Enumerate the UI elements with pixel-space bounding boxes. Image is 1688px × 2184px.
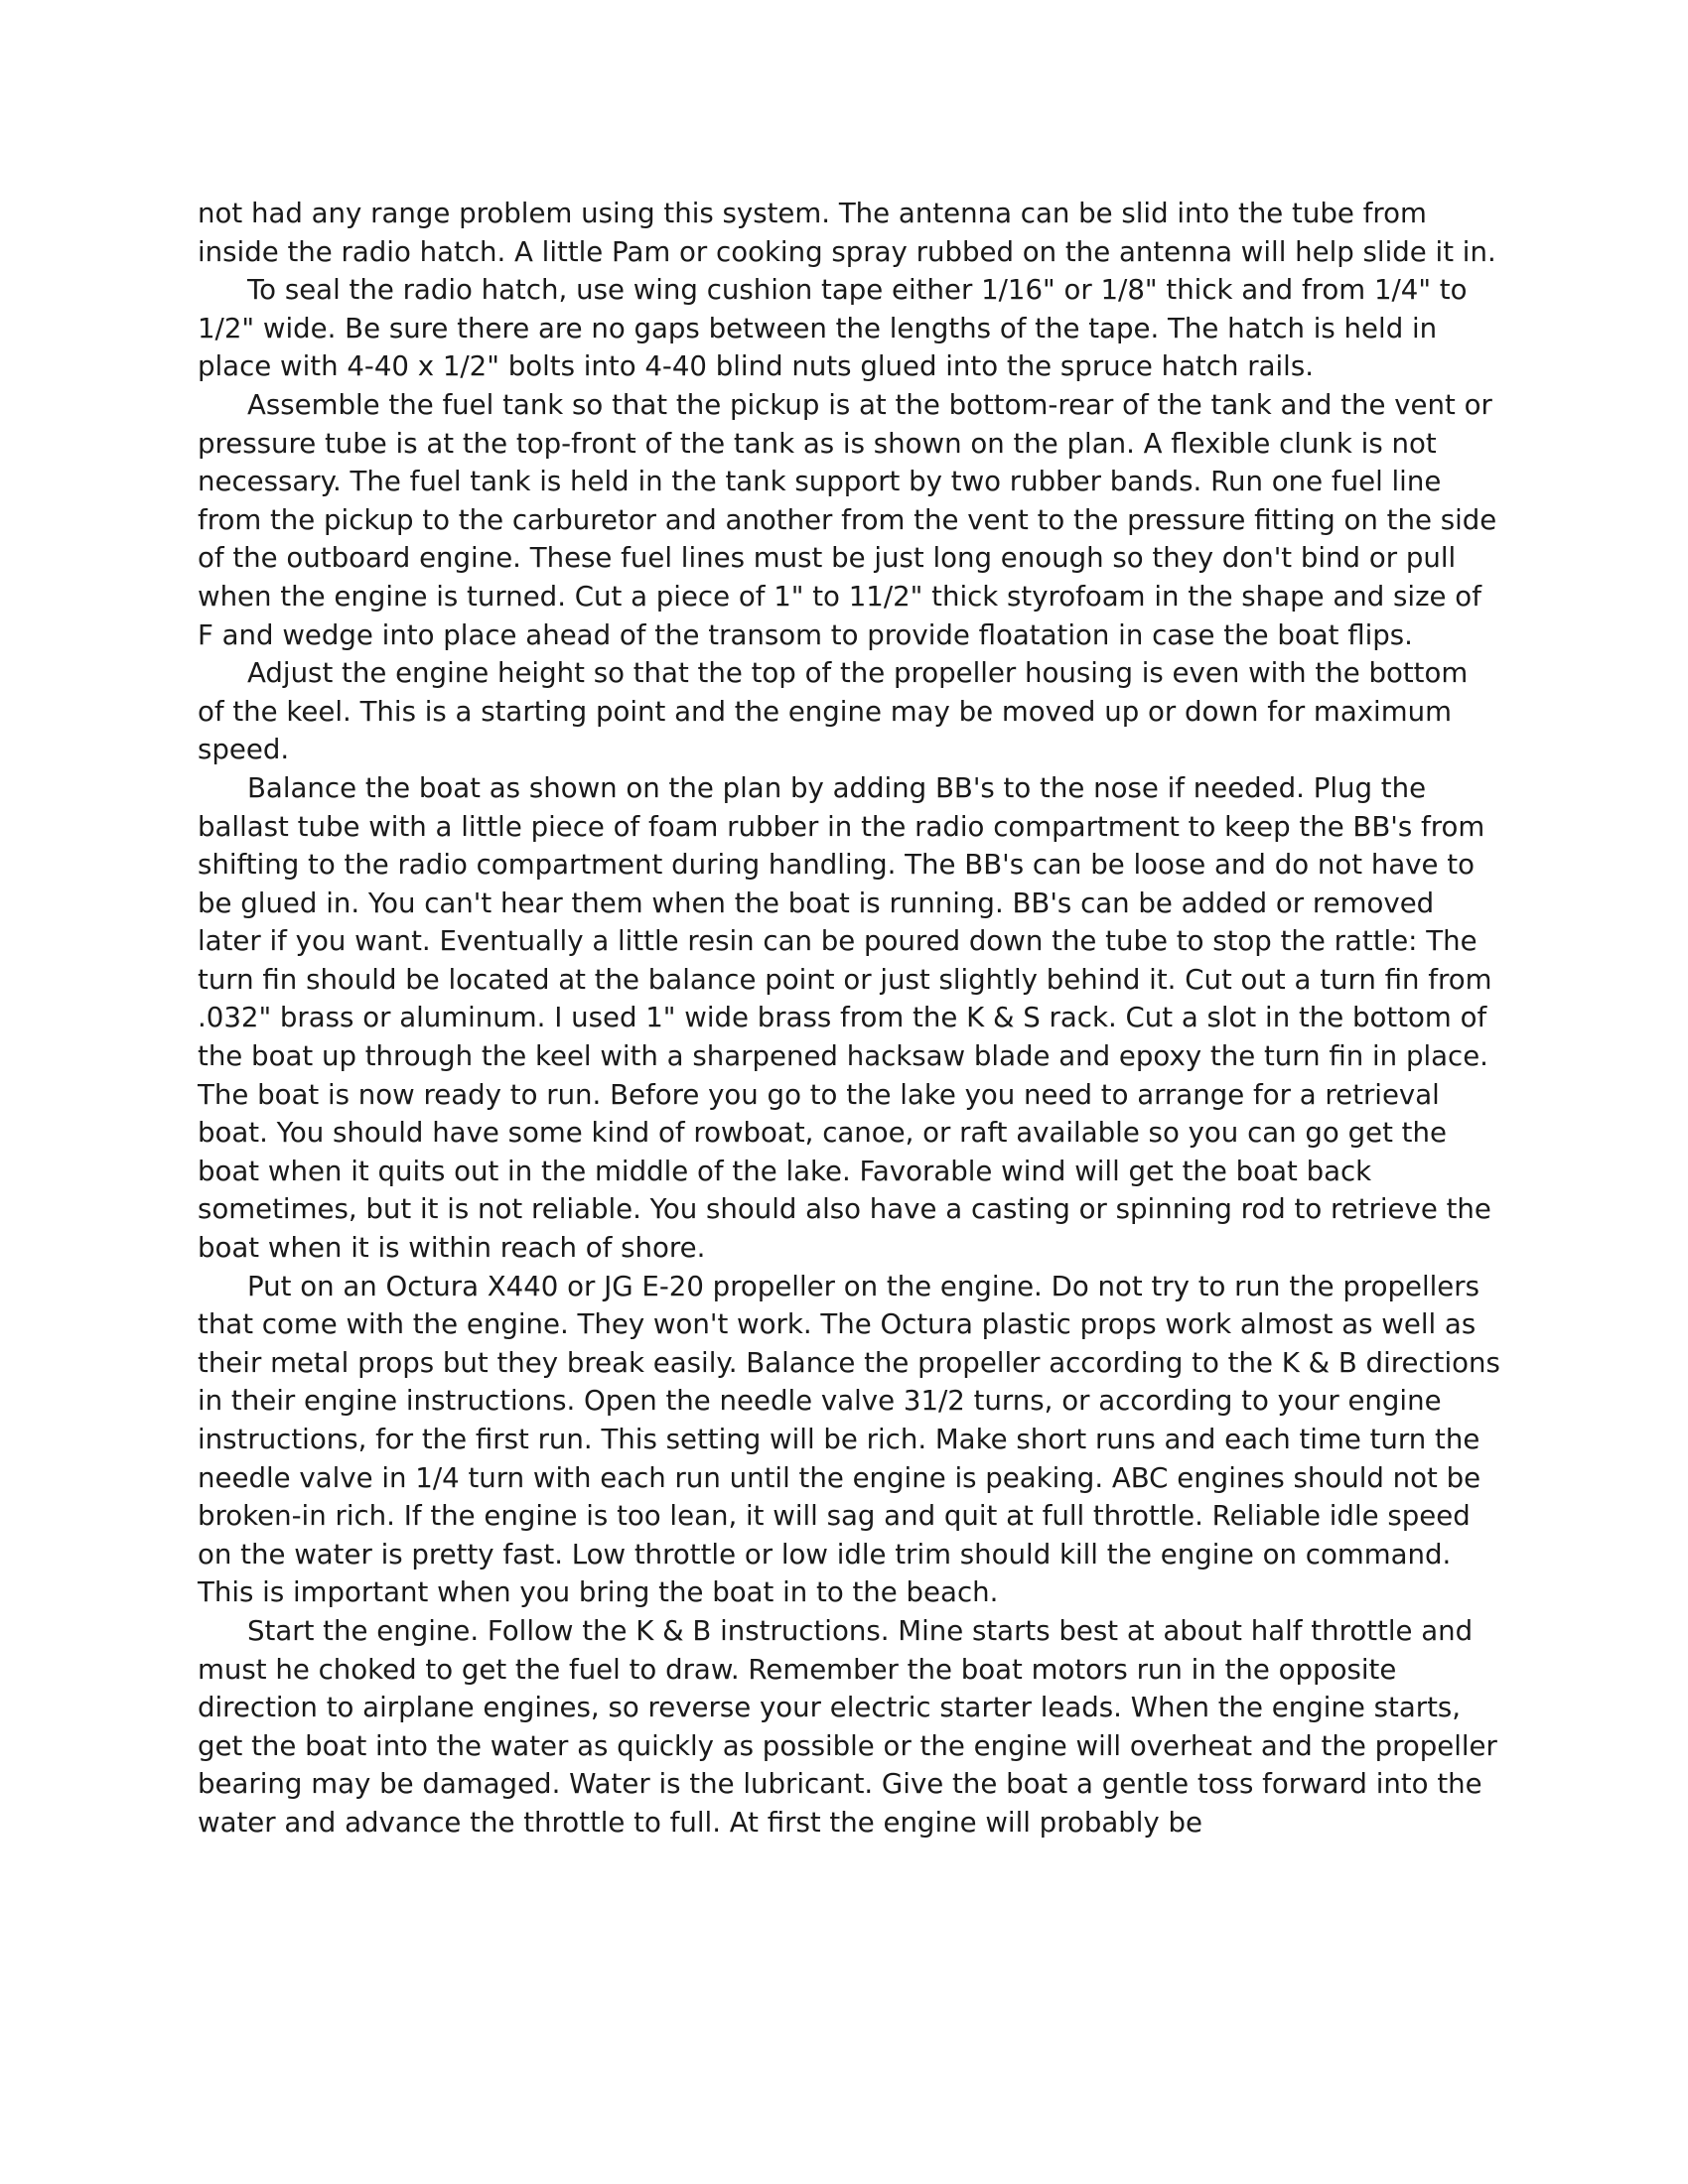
paragraph-balance: Balance the boat as shown on the plan by adding BB's to the nose if needed. Plug the ballast tube with a little piece of foam rubber in the radio compartment to keep the BB's from shifting to the radio compartment during handling. The BB's can be loose and do not have to be glued in. You can't hear them when the boat is running. BB's can be added or removed later if you want. Eventually a little resin can be poured down the tube to stop the rattle: The turn fin should be located at the balance point or just slightly behind it. Cut out a turn fin from .032" brass or aluminum. I used 1" wide brass from the K & S rack. Cut a slot in the bottom of the boat up through the keel with a sharpened hacksaw blade and epoxy the turn fin in place. The boat is now ready to run. Before you go to the lake you need to arrange for a retrieval boat. You should have some kind of rowboat, canoe, or raft available so you can go get the boat when it quits out in the middle of the lake. Favorable wind will get the boat back sometimes, but it is not reliable. You should also have a casting or spinning rod to retrieve the boat when it is within reach of shore. [198,770,1492,1265]
paragraph-start-engine: Start the engine. Follow the K & B instructions. Mine starts best at about half throttle and must he choked to get the fuel to draw. Remember the boat motors run in the opposite direction to airplane engines, so reverse your electric starter leads. When the engine starts, get the boat into the water as quickly as possible or the engine will overheat and the propeller bearing may be damaged. Water is the lubricant. Give the boat a gentle toss forward into the water and advance the throttle to full. At first the engine will probably be [198,1613,1497,1839]
document-page [198,195,1500,1843]
paragraph-propeller: Put on an Octura X440 or JG E-20 propeller on the engine. Do not try to run the propellers that come with the engine. They won't work. The Octura plastic props work almost as well as their metal props but they break easily. Balance the propeller according to the K & B directions in their engine instructions. Open the needle valve 31/2 turns, or according to your engine instructions, for the first run. This setting will be rich. Make short runs and each time turn the needle valve in 1/4 turn with each run until the engine is peaking. ABC engines should not be broken-in rich. If the engine is too lean, it will sag and quit at full throttle. Reliable idle speed on the water is pretty fast. Low throttle or low idle trim should kill the engine on command. This is important when you bring the boat in to the beach. [198,1269,1500,1609]
paragraph-antenna: not had any range problem using this system. The antenna can be slid into the tube from inside the radio hatch. A little Pam or cooking spray rubbed on the antenna will help slide it in. [198,197,1496,268]
paragraph-radio-hatch: To seal the radio hatch, use wing cushion tape either 1/16" or 1/8" thick and from 1/4" to 1/2" wide. Be sure there are no gaps between the lengths of the tape. The hatch is held in place with 4-40 x 1/2" bolts into 4-40 blind nuts glued into the spruce hatch rails. [198,273,1468,383]
paragraph-fuel-tank: Assemble the fuel tank so that the pickup is at the bottom-rear of the tank and the vent or pressure tube is at the top-front of the tank as is shown on the plan. A flexible clunk is not necessary. The fuel tank is held in the tank support by two rubber bands. Run one fuel line from the pickup to the carburetor and another from the vent to the pressure fitting on the side of the outboard engine. These fuel lines must be just long enough so they don't bind or pull when the engine is turned. Cut a piece of 1" to 11/2" thick styrofoam in the shape and size of F and wedge into place ahead of the transom to provide floatation in case the boat flips. [198,387,1497,651]
paragraph-engine-height: Adjust the engine height so that the top of the propeller housing is even with the bottom of the keel. This is a starting point and the engine may be moved up or down for maximum speed. [198,656,1469,766]
